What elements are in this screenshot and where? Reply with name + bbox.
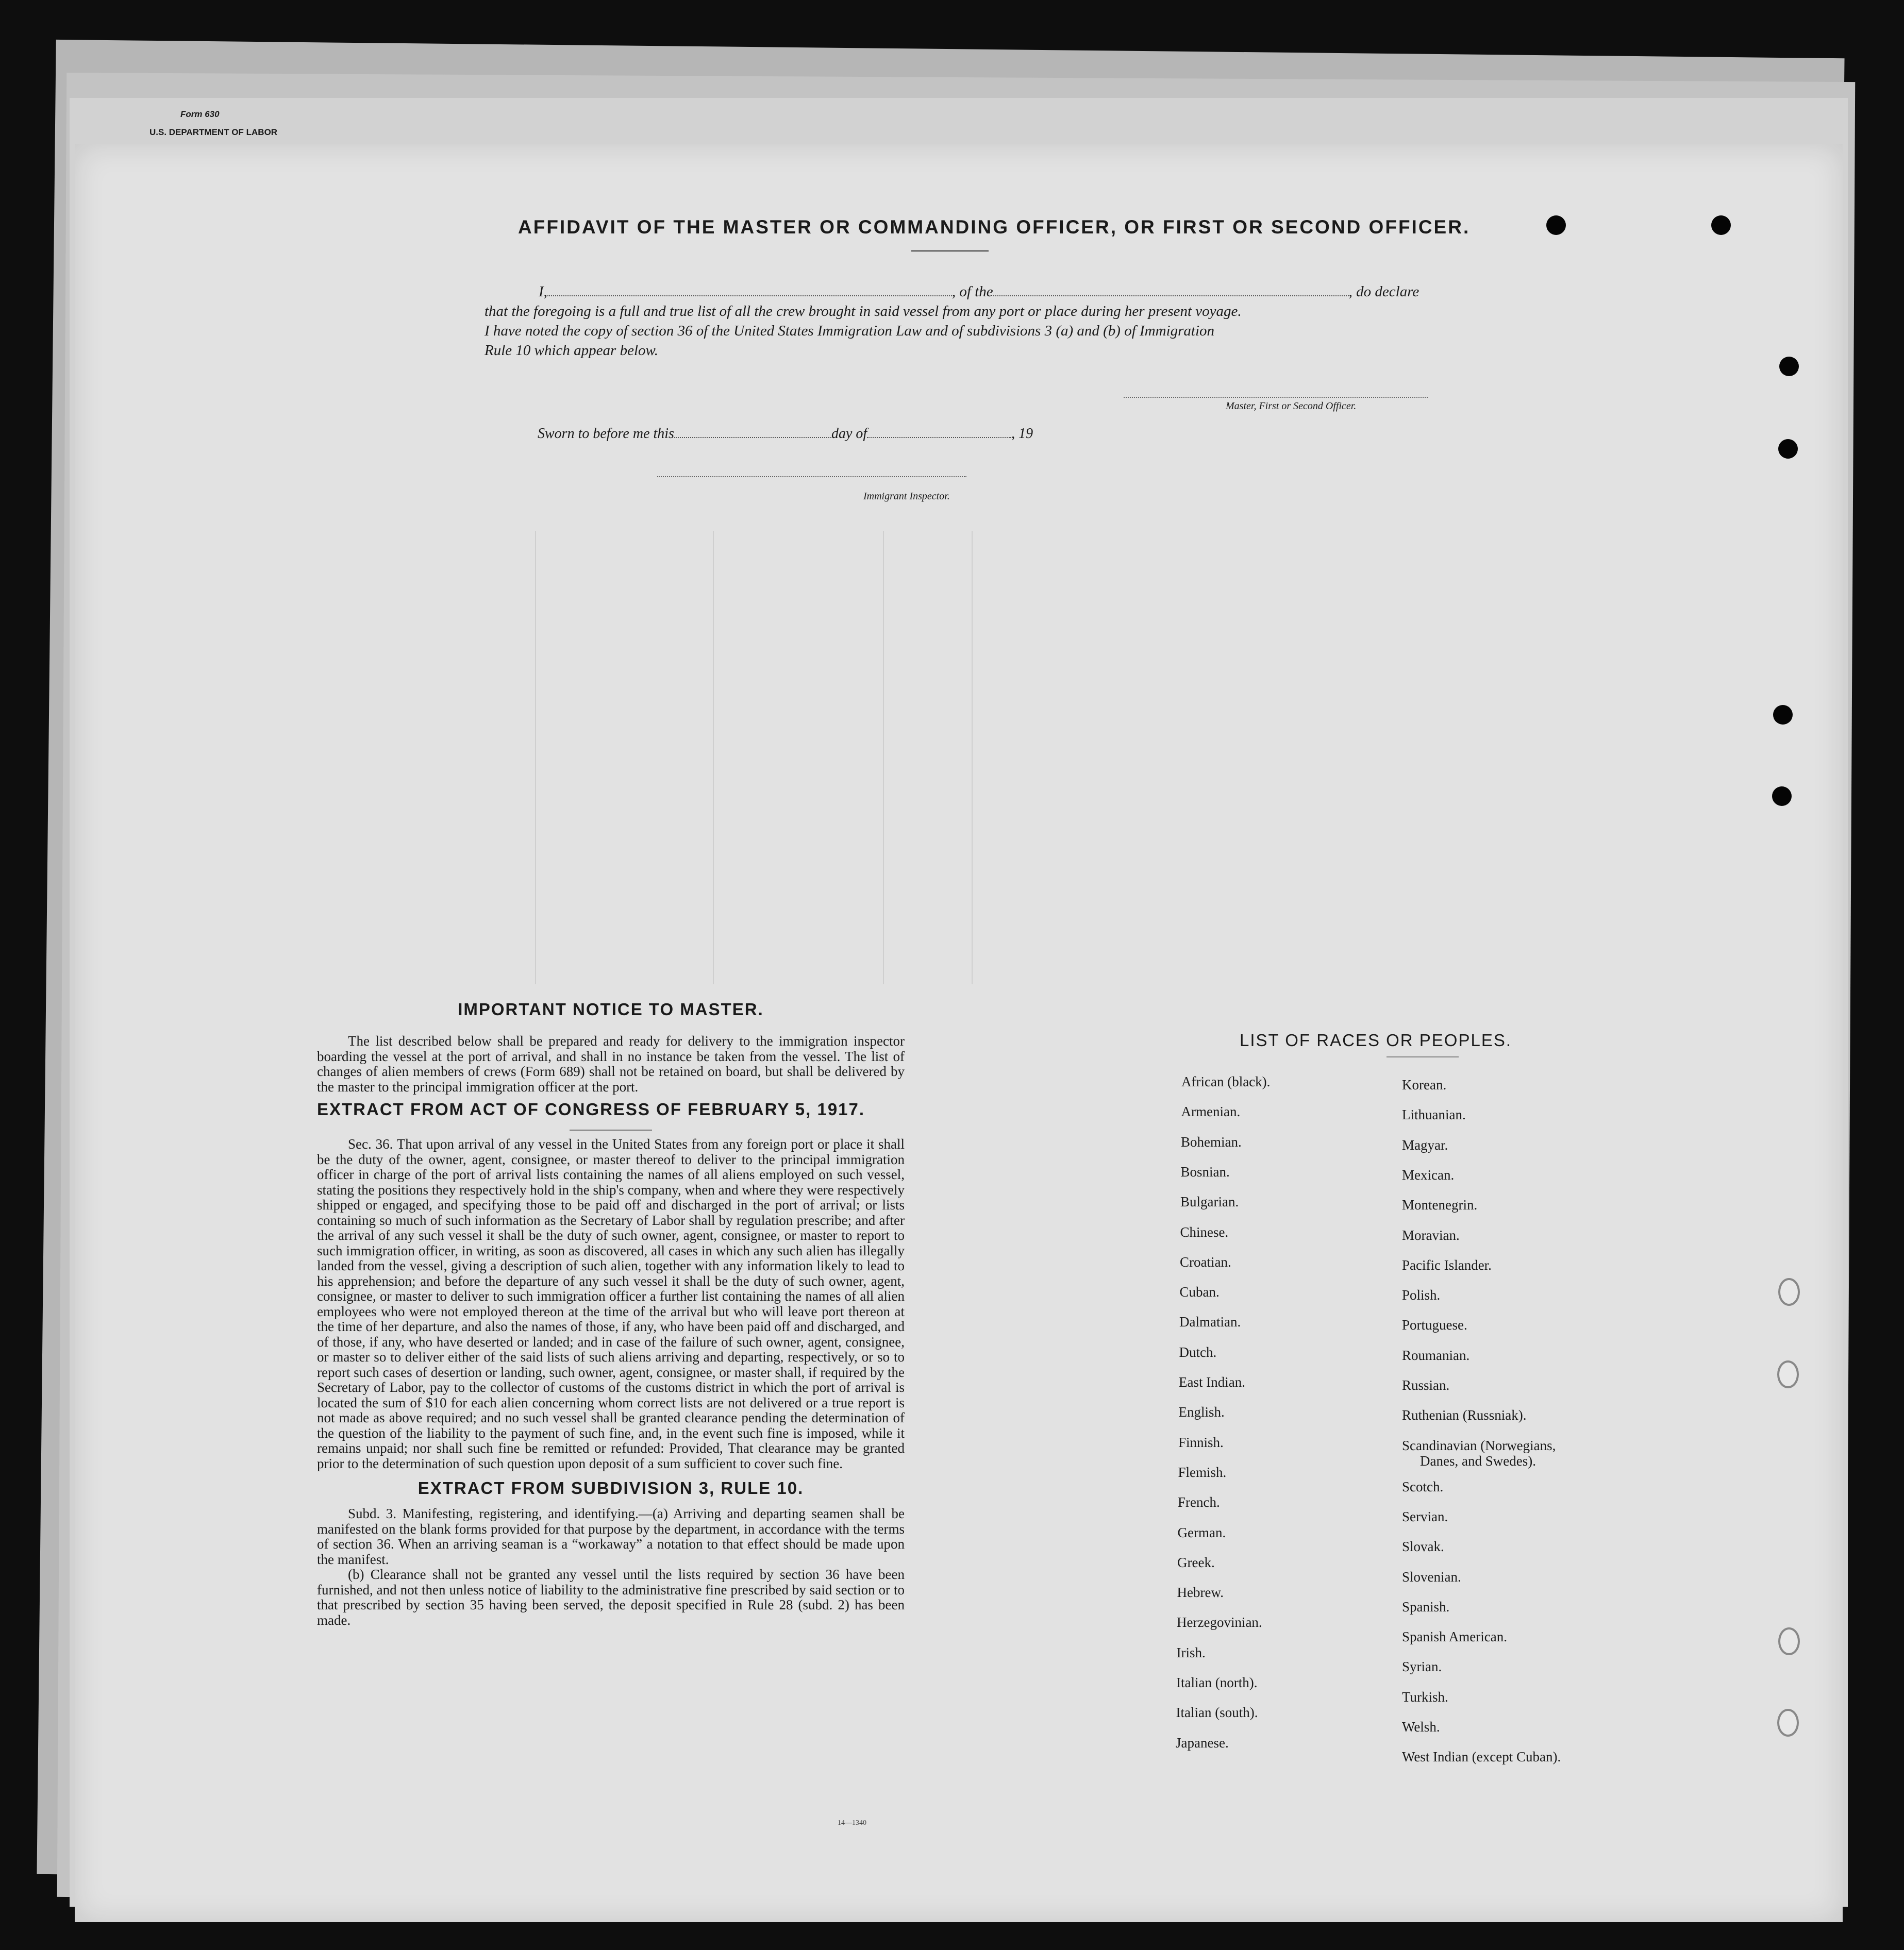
race-item: Irish. <box>1176 1644 1206 1660</box>
race-item: Ruthenian (Russniak). <box>1402 1407 1527 1423</box>
race-item: Mexican. <box>1402 1167 1455 1183</box>
race-item: Cuban. <box>1179 1284 1220 1300</box>
inspector-signature-line <box>657 476 966 477</box>
race-item: Bohemian. <box>1181 1134 1242 1150</box>
punch-hole <box>1772 786 1792 806</box>
subdivision-text-b: (b) Clearance shall not be granted any vessel until the lists required by section 36 have been furnished, and not then unless notice of liability to the administrative fine prescribed by said section or to that prescribed by section 35 having been served, the deposit specified in Rule 28 (subd. 2) has been made. <box>317 1567 905 1628</box>
name-blank <box>547 295 952 296</box>
act-text: Sec. 36. That upon arrival of any vessel in the United States from any foreign port or place it shall be the duty of the owner, agent, consignee, or master thereof to deliver to the principal immigration officer in charge of the port of arrival lists containing the names of all aliens employed on such vessel, stating the positions they respectively hold in the ship's company, when and where they were respectively shipped or engaged, and specifying those to be paid off and discharged in the port of arrival; or lists containing so much of such information as the Secretary of Labor shall by regulation prescribe; and after the arrival of any such vessel it shall be the duty of such owner, agent, consignee, or master to report to such immigration officer, in writing, as soon as discovered, all cases in which any such alien has illegally landed from the vessel, giving a description of such alien, together with any information likely to lead to his apprehension; and before the departure of any such vessel it shall be the duty of such owner, agent, consignee, or master to deliver to such immigration officer a further list containing the names of all alien employees who were not employed thereon at the time of the arrival but who will leave port thereon at the time of her departure, and also the names of those, if any, who have been paid off and discharged, and of those, if any, who have deserted or landed; and in case of the failure of such owner, agent, consignee, or master so to deliver either of the said lists of such aliens arriving and departing, respectively, or so to report such cases of desertion or landing, such owner, agent, consignee, or master shall, if required by the Secretary of Labor, pay to the collector of customs of the customs district in which the port of arrival is located the sum of $10 for each alien concerning whom correct lists are not delivered or a true report is not made as above required; and no such vessel shall be granted clearance pending the determination of the question of the liability to the payment of such fine, and, in the event such fine is imposed, while it remains unpaid; nor shall such fine be remitted or refunded: Provided, That clearance may be granted prior to the determination of such question upon deposit of a sum sufficient to cover such fine. <box>317 1136 905 1471</box>
inspector-label: Immigrant Inspector. <box>863 491 950 502</box>
sworn-day: day of <box>831 426 867 442</box>
race-item: Croatian. <box>1180 1254 1231 1270</box>
race-item: Roumanian. <box>1402 1347 1470 1363</box>
notices-column <box>317 1000 905 1628</box>
race-item: Italian (north). <box>1176 1675 1258 1690</box>
sworn-line <box>538 426 1033 442</box>
signature-line <box>1124 397 1428 398</box>
punch-hole <box>1711 215 1731 235</box>
title-rule <box>911 250 989 251</box>
race-item: Finnish. <box>1178 1434 1224 1450</box>
punch-hole <box>1778 439 1798 459</box>
race-item: Bulgarian. <box>1180 1194 1239 1210</box>
ring-reinforcement <box>1777 1709 1799 1737</box>
race-item: German. <box>1177 1524 1226 1540</box>
affidavit-line1-start: I, <box>539 283 547 300</box>
race-item: Bosnian. <box>1180 1164 1230 1180</box>
race-item: East Indian. <box>1179 1374 1245 1390</box>
race-item: Herzegovinian. <box>1177 1615 1262 1630</box>
faint-rule <box>883 531 884 984</box>
faint-rule <box>972 531 973 984</box>
race-item: Dalmatian. <box>1179 1314 1241 1330</box>
race-item: Scandinavian (Norwegians, <box>1402 1437 1556 1453</box>
affidavit-line1-end: , do declare <box>1348 283 1419 300</box>
race-item: Dutch. <box>1179 1344 1217 1360</box>
race-item: Flemish. <box>1178 1464 1227 1480</box>
subdivision-text-a: Subd. 3. Manifesting, registering, and identifying.—(a) Arriving and departing seamen shall be manifested on the blank forms provided for that purpose by the department, in accordance with the terms of section 36. When an arriving seaman is a “workaway” a notation to that effect should be made upon the manifest. <box>317 1506 905 1567</box>
race-item: Danes, and Swedes). <box>1420 1453 1536 1469</box>
punch-hole <box>1779 357 1799 376</box>
form-number: Form 630 <box>180 109 220 119</box>
race-item: Italian (south). <box>1176 1705 1258 1721</box>
faint-rule <box>713 531 714 984</box>
ring-reinforcement <box>1778 1627 1800 1655</box>
ring-reinforcement <box>1778 1278 1800 1306</box>
department-label: U.S. DEPARTMENT OF LABOR <box>149 127 278 137</box>
race-item: Moravian. <box>1402 1227 1460 1243</box>
race-item: African (black). <box>1181 1074 1271 1089</box>
race-item: Armenian. <box>1181 1104 1241 1120</box>
ring-reinforcement <box>1777 1360 1799 1388</box>
race-item: Servian. <box>1402 1508 1448 1524</box>
affidavit-line-3: I have noted the copy of section 36 of the United States Immigration Law and of subdivisions 3 (a) and (b) of Immigration <box>485 323 1215 339</box>
race-item: Slovenian. <box>1402 1569 1461 1585</box>
race-item: Portuguese. <box>1402 1317 1467 1333</box>
affidavit-line-2: that the foregoing is a full and true list of all the crew brought in said vessel from any port or place during her present voyage. <box>485 303 1242 320</box>
sworn-date-blank <box>674 437 831 438</box>
sworn-month-blank <box>867 437 1011 438</box>
race-item: English. <box>1178 1404 1225 1420</box>
race-item: Spanish. <box>1402 1599 1450 1615</box>
race-item: Pacific Islander. <box>1402 1257 1492 1273</box>
race-item: Welsh. <box>1402 1719 1440 1735</box>
race-item: Montenegrin. <box>1402 1197 1478 1213</box>
affidavit-title: AFFIDAVIT OF THE MASTER OR COMMANDING OFFICER, OR FIRST OR SECOND OFFICER. <box>518 216 1471 238</box>
printer-code: 14—1340 <box>838 1819 866 1827</box>
notice-text: The list described below shall be prepared and ready for delivery to the immigration inspector boarding the vessel at the port of arrival, and shall in no instance be taken from the vessel. The list of changes of alien members of crews (Form 689) shall not be retained on board, but shall be delivered by the master to the principal immigration officer at the port. <box>317 1033 905 1095</box>
races-rule <box>1387 1056 1459 1057</box>
sworn-start: Sworn to before me this <box>538 426 674 442</box>
race-item: Chinese. <box>1180 1224 1229 1240</box>
race-item: French. <box>1178 1494 1220 1510</box>
race-item: Syrian. <box>1402 1659 1442 1675</box>
race-item: West Indian (except Cuban). <box>1402 1749 1561 1765</box>
race-item: Spanish American. <box>1402 1629 1507 1645</box>
affidavit-line-4: Rule 10 which appear below. <box>485 342 658 359</box>
race-item: Polish. <box>1402 1287 1441 1303</box>
race-item: Lithuanian. <box>1402 1107 1466 1123</box>
race-item: Scotch. <box>1402 1478 1444 1494</box>
faint-rule <box>535 531 536 984</box>
race-item: Japanese. <box>1176 1735 1229 1751</box>
act-rule <box>570 1130 652 1131</box>
race-item: Korean. <box>1402 1077 1447 1092</box>
punch-hole <box>1546 215 1566 235</box>
race-item: Russian. <box>1402 1377 1450 1393</box>
race-item: Slovak. <box>1402 1539 1444 1555</box>
notice-heading: IMPORTANT NOTICE TO MASTER. <box>458 1000 764 1019</box>
race-item: Magyar. <box>1402 1137 1448 1153</box>
affidavit-line-1 <box>539 283 1419 300</box>
punch-hole <box>1773 705 1793 725</box>
act-heading: EXTRACT FROM ACT OF CONGRESS OF FEBRUARY 5, 1917. <box>317 1100 865 1119</box>
sworn-year: , 19 <box>1011 426 1033 442</box>
race-item: Greek. <box>1177 1554 1215 1570</box>
races-title: LIST OF RACES OR PEOPLES. <box>1240 1031 1512 1050</box>
vessel-blank <box>993 295 1349 296</box>
subdivision-heading: EXTRACT FROM SUBDIVISION 3, RULE 10. <box>417 1478 804 1498</box>
race-item: Hebrew. <box>1177 1585 1224 1601</box>
affidavit-line1-mid: , of the <box>951 283 993 300</box>
race-item: Turkish. <box>1402 1689 1448 1705</box>
signature-label: Master, First or Second Officer. <box>1226 400 1357 412</box>
